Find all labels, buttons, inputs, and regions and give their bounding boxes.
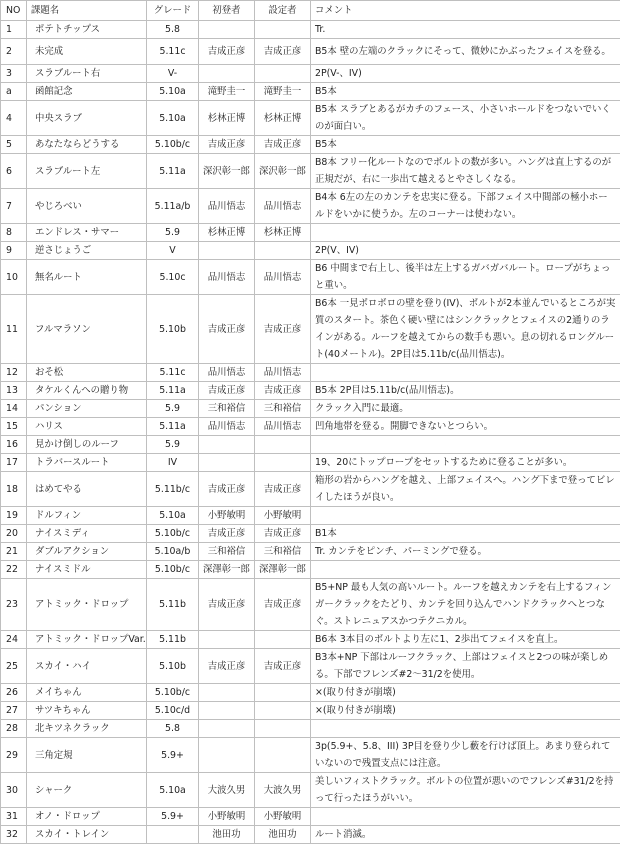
route-name: パンション: [27, 400, 147, 418]
route-grade: 5.10a: [147, 101, 199, 136]
route-grade: 5.10b/c: [147, 561, 199, 579]
table-row: [1, 364, 620, 382]
route-number: 29: [1, 738, 27, 773]
route-number: 20: [1, 525, 27, 543]
route-number: 32: [1, 826, 27, 844]
route-number: 31: [1, 808, 27, 826]
route-first-ascent: 深沢彰一郎: [199, 154, 255, 189]
route-name: エンドレス・サマー: [27, 224, 147, 242]
route-first-ascent: 吉成正彦: [199, 39, 255, 65]
route-name: シャーク: [27, 773, 147, 808]
route-name: あなたならどうする: [27, 136, 147, 154]
route-number: 2: [1, 39, 27, 65]
route-first-ascent: 品川悟志: [199, 364, 255, 382]
route-comment: Tr. カンテをピンチ、パーミングで登る。: [311, 543, 620, 561]
route-name: おそ松: [27, 364, 147, 382]
route-number: 7: [1, 189, 27, 224]
route-number: 15: [1, 418, 27, 436]
route-grade: 5.10b/c: [147, 136, 199, 154]
route-grade: 5.11a: [147, 382, 199, 400]
route-setter: 品川悟志: [255, 189, 311, 224]
route-setter: [255, 720, 311, 738]
route-name: スラブルート左: [27, 154, 147, 189]
route-first-ascent: [199, 436, 255, 454]
route-grade: 5.9+: [147, 808, 199, 826]
route-setter: [255, 436, 311, 454]
table-row: [1, 773, 620, 808]
route-first-ascent: 池田功: [199, 826, 255, 844]
table-row: [1, 224, 620, 242]
route-grade: 5.11c: [147, 364, 199, 382]
route-comment: [311, 224, 620, 242]
route-first-ascent: 大波久男: [199, 773, 255, 808]
route-number: 14: [1, 400, 27, 418]
table-row: [1, 101, 620, 136]
route-name: ドルフィン: [27, 507, 147, 525]
route-grade: 5.10b: [147, 295, 199, 364]
route-name: ナイスミディ: [27, 525, 147, 543]
route-grade: [147, 826, 199, 844]
route-setter: 品川悟志: [255, 364, 311, 382]
header-comment: コメント: [311, 1, 620, 21]
table-row: [1, 39, 620, 65]
table-row: [1, 507, 620, 525]
route-comment: [311, 364, 620, 382]
route-grade: 5.11b: [147, 579, 199, 631]
route-grade: 5.8: [147, 21, 199, 39]
route-name: 逆さじょうご: [27, 242, 147, 260]
route-first-ascent: 吉成正彦: [199, 295, 255, 364]
route-number: 13: [1, 382, 27, 400]
route-grade: 5.10b/c: [147, 684, 199, 702]
header-grade: グレード: [147, 1, 199, 21]
table-row: [1, 295, 620, 364]
route-first-ascent: [199, 242, 255, 260]
route-grade: 5.11a: [147, 418, 199, 436]
route-grade: 5.11a/b: [147, 189, 199, 224]
route-comment: ルート消滅。: [311, 826, 620, 844]
route-grade: 5.9: [147, 224, 199, 242]
table-row: [1, 702, 620, 720]
route-first-ascent: 三和裕信: [199, 400, 255, 418]
route-number: 3: [1, 65, 27, 83]
route-first-ascent: 吉成正彦: [199, 382, 255, 400]
route-grade: 5.10c/d: [147, 702, 199, 720]
route-name: オノ・ドロップ: [27, 808, 147, 826]
route-number: 17: [1, 454, 27, 472]
route-number: a: [1, 83, 27, 101]
route-comment: B5本: [311, 136, 620, 154]
route-first-ascent: 深澤彰一郎: [199, 561, 255, 579]
route-setter: 深澤彰一郎: [255, 561, 311, 579]
route-setter: 三和裕信: [255, 543, 311, 561]
route-comment: B8本 フリー化ルートなのでボルトの数が多い。ハングは直上するのが正規だが、右に一歩出て越えるとやさしくなる。: [311, 154, 620, 189]
table-row: [1, 154, 620, 189]
route-comment: ×(取り付きが崩壊): [311, 684, 620, 702]
route-name: 函館記念: [27, 83, 147, 101]
table-row: [1, 561, 620, 579]
route-name: トラバースルート: [27, 454, 147, 472]
route-name: ハリス: [27, 418, 147, 436]
table-row: [1, 543, 620, 561]
table-row: [1, 472, 620, 507]
route-comment: B4本 6左の左のカンテを忠実に登る。下部フェイス中間部の極小ホールドをいかに使うか。左のコーナーは使わない。: [311, 189, 620, 224]
route-comment: B1本: [311, 525, 620, 543]
route-name: 無名ルート: [27, 260, 147, 295]
table-header-row: [1, 1, 620, 21]
table-row: [1, 454, 620, 472]
route-number: 11: [1, 295, 27, 364]
route-first-ascent: 吉成正彦: [199, 472, 255, 507]
route-first-ascent: [199, 631, 255, 649]
route-grade: 5.10a: [147, 507, 199, 525]
route-name: アトミック・ドロップ: [27, 579, 147, 631]
route-first-ascent: [199, 65, 255, 83]
header-no: NO: [1, 1, 27, 21]
route-number: 18: [1, 472, 27, 507]
route-name: メイちゃん: [27, 684, 147, 702]
route-first-ascent: 小野敏明: [199, 808, 255, 826]
table-row: [1, 189, 620, 224]
route-name: ナイスミドル: [27, 561, 147, 579]
route-setter: 杉林正博: [255, 101, 311, 136]
table-row: [1, 826, 620, 844]
route-setter: 小野敏明: [255, 808, 311, 826]
route-name: スラブルート右: [27, 65, 147, 83]
route-first-ascent: 吉成正彦: [199, 136, 255, 154]
route-comment: 2P(V、IV): [311, 242, 620, 260]
route-number: 24: [1, 631, 27, 649]
route-setter: [255, 242, 311, 260]
route-first-ascent: 吉成正彦: [199, 649, 255, 684]
route-comment: B5本 壁の左端のクラックにそって、微妙にかぶったフェイスを登る。: [311, 39, 620, 65]
route-first-ascent: 杉林正博: [199, 224, 255, 242]
route-name: スカイ・ハイ: [27, 649, 147, 684]
table-row: [1, 418, 620, 436]
route-first-ascent: [199, 720, 255, 738]
route-comment: [311, 720, 620, 738]
route-name: サツキちゃん: [27, 702, 147, 720]
route-number: 23: [1, 579, 27, 631]
header-first-ascent: 初登者: [199, 1, 255, 21]
route-grade: V-: [147, 65, 199, 83]
route-comment: 美しいフィストクラック。ボルトの位置が悪いのでフレンズ#31/2を持って行ったほうがいい。: [311, 773, 620, 808]
route-name: 未完成: [27, 39, 147, 65]
route-comment: 2P(V-、IV): [311, 65, 620, 83]
route-grade: 5.10b/c: [147, 525, 199, 543]
table-row: [1, 579, 620, 631]
route-number: 16: [1, 436, 27, 454]
route-comment: ×(取り付きが崩壊): [311, 702, 620, 720]
route-name: スカイ・トレイン: [27, 826, 147, 844]
route-setter: [255, 684, 311, 702]
table-row: [1, 738, 620, 773]
route-comment: B5本 2P目は5.11b/c(品川悟志)。: [311, 382, 620, 400]
route-comment: [311, 561, 620, 579]
route-number: 25: [1, 649, 27, 684]
route-comment: クラック入門に最適。: [311, 400, 620, 418]
route-setter: 大波久男: [255, 773, 311, 808]
route-first-ascent: 吉成正彦: [199, 579, 255, 631]
header-name: 課題名: [27, 1, 147, 21]
route-setter: [255, 738, 311, 773]
route-name: やじろべい: [27, 189, 147, 224]
route-number: 22: [1, 561, 27, 579]
route-setter: 吉成正彦: [255, 649, 311, 684]
route-comment: [311, 808, 620, 826]
route-comment: 19、20にトップロープをセットするために登ることが多い。: [311, 454, 620, 472]
table-row: [1, 808, 620, 826]
route-first-ascent: 品川悟志: [199, 418, 255, 436]
route-grade: 5.9+: [147, 738, 199, 773]
route-number: 21: [1, 543, 27, 561]
route-number: 8: [1, 224, 27, 242]
route-setter: 池田功: [255, 826, 311, 844]
table-row: [1, 631, 620, 649]
route-name: タケルくんへの贈り物: [27, 382, 147, 400]
table-row: [1, 684, 620, 702]
route-comment: 凹角地帯を登る。開脚できないとつらい。: [311, 418, 620, 436]
route-name: はめてやる: [27, 472, 147, 507]
route-name: 見かけ倒しのルーフ: [27, 436, 147, 454]
route-first-ascent: [199, 738, 255, 773]
route-name: アトミック・ドロップVar.: [27, 631, 147, 649]
route-first-ascent: [199, 21, 255, 39]
header-setter: 設定者: [255, 1, 311, 21]
route-comment: 3p(5.9+、5.8、III) 3P目を登り少し藪を行けば頂上。あまり登られていないので残置支点には注意。: [311, 738, 620, 773]
route-name: ポテトチップス: [27, 21, 147, 39]
route-number: 28: [1, 720, 27, 738]
route-number: 19: [1, 507, 27, 525]
route-setter: [255, 702, 311, 720]
route-number: 10: [1, 260, 27, 295]
route-comment: B5本: [311, 83, 620, 101]
route-setter: 吉成正彦: [255, 579, 311, 631]
route-comment: B3本+NP 下部はルーフクラック、上部はフェイスと2つの味が楽しめる。下部でフレンズ#2〜31/2を使用。: [311, 649, 620, 684]
table-row: [1, 400, 620, 418]
route-grade: 5.10b: [147, 649, 199, 684]
route-list: [1, 21, 620, 844]
route-setter: 吉成正彦: [255, 136, 311, 154]
route-comment: Tr.: [311, 21, 620, 39]
route-grade: 5.10a: [147, 83, 199, 101]
route-number: 27: [1, 702, 27, 720]
route-number: 5: [1, 136, 27, 154]
route-first-ascent: [199, 702, 255, 720]
route-comment: 箱形の岩からハングを越え、上部フェイスへ。ハング下まで登ってビレイしたほうが良い。: [311, 472, 620, 507]
route-name: 中央スラブ: [27, 101, 147, 136]
route-setter: 吉成正彦: [255, 295, 311, 364]
route-setter: [255, 65, 311, 83]
route-setter: 吉成正彦: [255, 39, 311, 65]
route-number: 1: [1, 21, 27, 39]
route-setter: [255, 21, 311, 39]
route-first-ascent: [199, 684, 255, 702]
route-comment: B5+NP 最も人気の高いルート。ルーフを越えカンテを右上するフィンガークラックをたどり、カンテを回り込んでハンドクラックへとつなぐ。ストレニュアスかつテクニカル。: [311, 579, 620, 631]
route-setter: 吉成正彦: [255, 525, 311, 543]
table-row: [1, 21, 620, 39]
route-first-ascent: 品川悟志: [199, 189, 255, 224]
route-setter: 小野敏明: [255, 507, 311, 525]
table-row: [1, 65, 620, 83]
route-grade: 5.11b/c: [147, 472, 199, 507]
route-number: 12: [1, 364, 27, 382]
table-row: [1, 83, 620, 101]
table-row: [1, 720, 620, 738]
route-setter: 三和裕信: [255, 400, 311, 418]
route-name: 北キツネクラック: [27, 720, 147, 738]
route-grade: 5.11b: [147, 631, 199, 649]
route-setter: 吉成正彦: [255, 472, 311, 507]
table-row: [1, 136, 620, 154]
route-setter: [255, 631, 311, 649]
route-grade: IV: [147, 454, 199, 472]
route-number: 30: [1, 773, 27, 808]
route-first-ascent: 小野敏明: [199, 507, 255, 525]
route-first-ascent: 三和裕信: [199, 543, 255, 561]
route-setter: 品川悟志: [255, 260, 311, 295]
route-number: 9: [1, 242, 27, 260]
route-first-ascent: 品川悟志: [199, 260, 255, 295]
table-row: [1, 525, 620, 543]
route-grade: 5.9: [147, 436, 199, 454]
route-name: フルマラソン: [27, 295, 147, 364]
route-number: 6: [1, 154, 27, 189]
route-name: ダブルアクション: [27, 543, 147, 561]
route-setter: 深沢彰一郎: [255, 154, 311, 189]
route-comment: B6本 一見ボロボロの壁を登り(IV)、ボルトが2本並んでいるところが実質のスタート。茶色く硬い壁にはシンクラックとフェイスの2通りのラインがある。ルーフを越えてからの数手も悪い。息の切れるロングルート(40メートル)。2P目は5.11b/c(品川悟志)。: [311, 295, 620, 364]
route-setter: [255, 454, 311, 472]
route-grade: 5.9: [147, 400, 199, 418]
table-row: [1, 260, 620, 295]
table-row: [1, 649, 620, 684]
route-comment: [311, 436, 620, 454]
route-setter: 杉林正博: [255, 224, 311, 242]
route-first-ascent: 滝野圭一: [199, 83, 255, 101]
table-row: [1, 242, 620, 260]
route-grade: 5.11c: [147, 39, 199, 65]
route-grade: 5.10a/b: [147, 543, 199, 561]
table-row: [1, 436, 620, 454]
route-setter: 滝野圭一: [255, 83, 311, 101]
route-first-ascent: [199, 454, 255, 472]
route-comment: B6本 3本目のボルトより左に1、2歩出てフェイスを直上。: [311, 631, 620, 649]
route-setter: 品川悟志: [255, 418, 311, 436]
route-name: 三角定規: [27, 738, 147, 773]
route-grade: 5.11a: [147, 154, 199, 189]
route-grade: 5.8: [147, 720, 199, 738]
route-comment: B5本 スラブとあるがカチのフェース、小さいホールドをつないでいくのが面白い。: [311, 101, 620, 136]
route-grade: 5.10c: [147, 260, 199, 295]
route-first-ascent: 杉林正博: [199, 101, 255, 136]
route-number: 26: [1, 684, 27, 702]
route-first-ascent: 吉成正彦: [199, 525, 255, 543]
route-comment: B6 中間まで右上し、後半は左上するガバガバルート。ロープがちょっと重い。: [311, 260, 620, 295]
table-row: [1, 382, 620, 400]
route-number: 4: [1, 101, 27, 136]
route-grade: V: [147, 242, 199, 260]
route-grade: 5.10a: [147, 773, 199, 808]
route-comment: [311, 507, 620, 525]
route-setter: 吉成正彦: [255, 382, 311, 400]
